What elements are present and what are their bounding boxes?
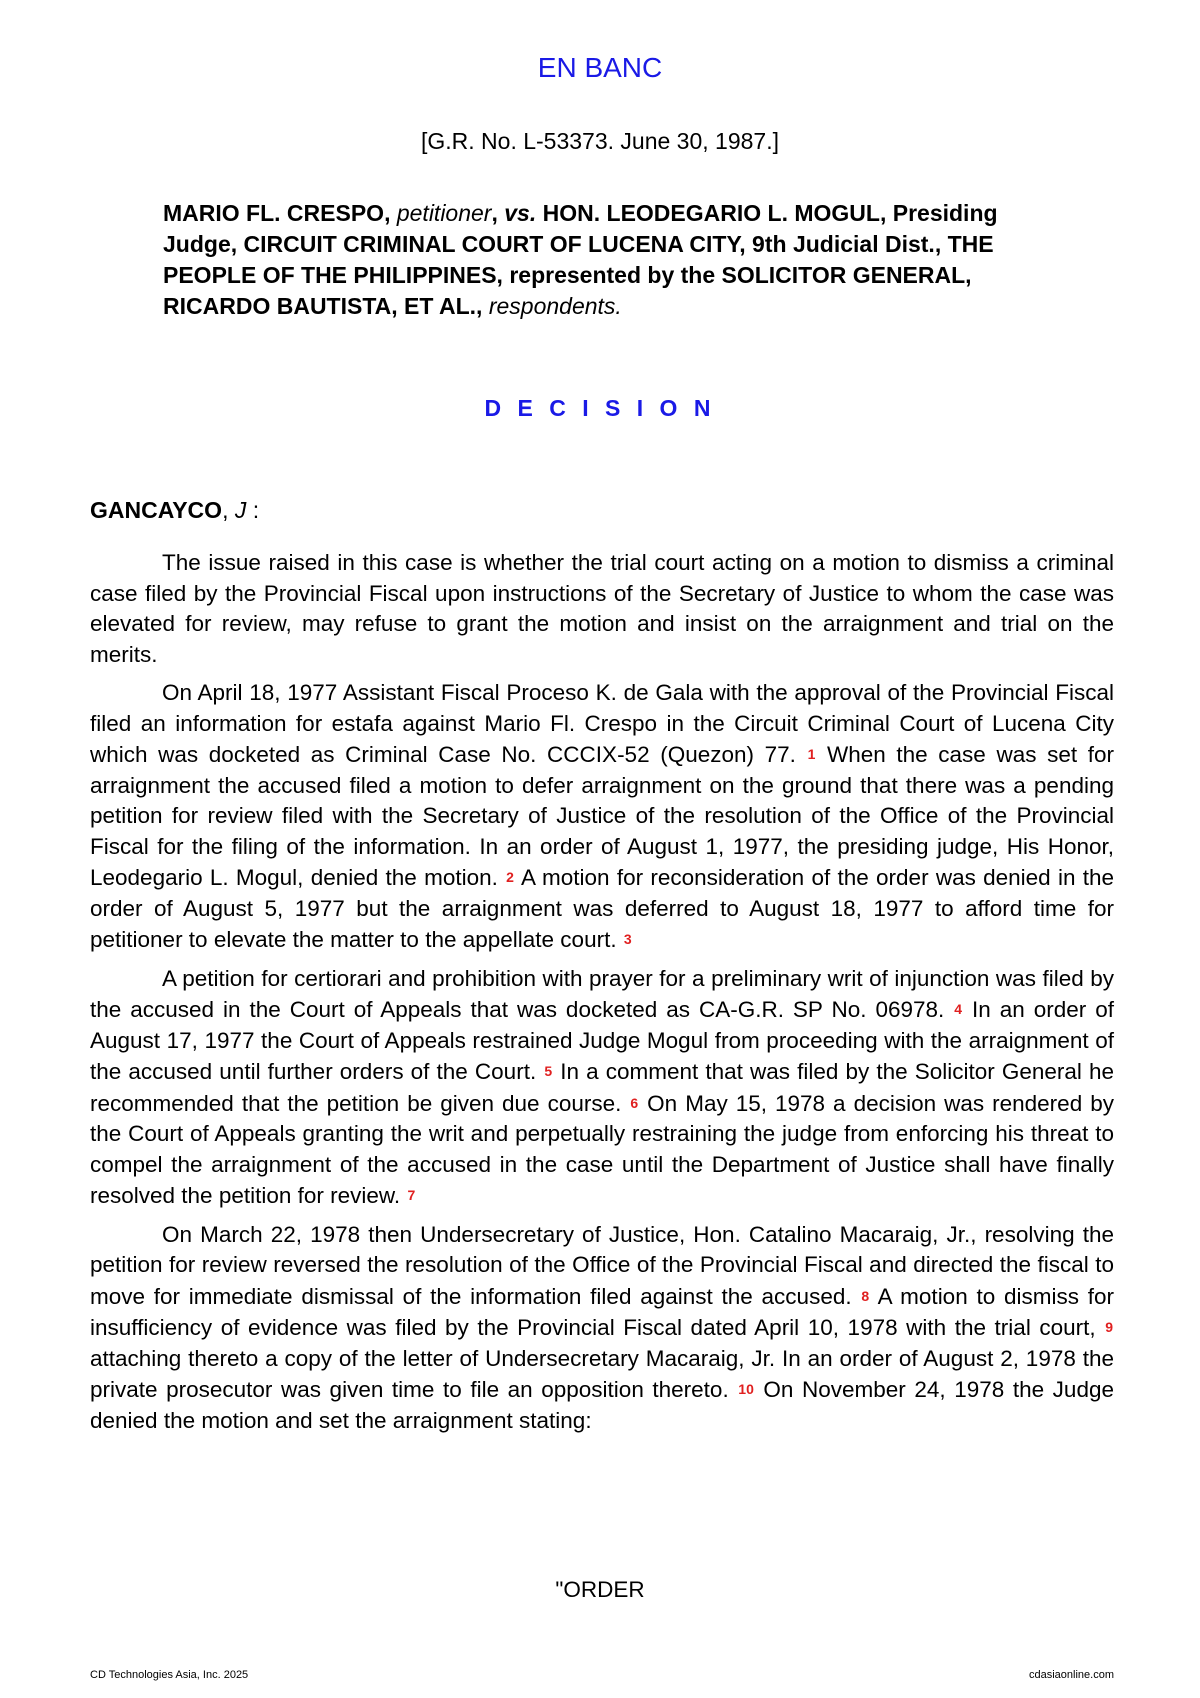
respondents-role: respondents (488, 293, 616, 319)
paragraph-1 (90, 548, 1114, 670)
versus: vs. (504, 200, 537, 226)
case-parties (163, 198, 1063, 322)
decision-body (90, 548, 1114, 1444)
paragraph-text: The issue raised in this case is whether the trial court acting on a motion to dismiss a criminal case filed by the Provincial Fiscal upon instructions of the Secretary of Justice to whom the case was elevated for review, may refuse to grant the motion and insist on the arraignment and trial on the merits. (90, 550, 1114, 667)
footnote-link-6[interactable]: 6 (630, 1094, 639, 1111)
ponente-colon: : (246, 497, 260, 523)
ponente-title: J (234, 497, 247, 523)
paragraph-text: On March 22, 1978 then Undersecretary of Justice, Hon. Catalino Macaraig, Jr., resolving the petition for review reversed the resolution of the Office of the Provincial Fiscal and directed the fiscal to move for immediate dismissal of the information filed against the accused. (90, 1221, 1114, 1309)
footnote-link-8[interactable]: 8 (861, 1287, 870, 1304)
paragraph-text: On November 24, 1978 the Judge denied the motion and set the arraignment stating: (90, 1377, 1114, 1433)
order-heading: "ORDER (555, 1577, 645, 1602)
paragraph-2 (90, 678, 1114, 956)
petitioner-role: petitioner (396, 200, 492, 226)
footer-copyright: CD Technologies Asia, Inc. 2025 (90, 1669, 249, 1681)
petitioner-name: MARIO FL. CRESPO (163, 200, 385, 226)
footer-website[interactable]: cdasiaonline.com (1029, 1669, 1114, 1681)
decision-title: D E C I S I O N (484, 395, 716, 421)
ponente (90, 497, 259, 524)
division-heading: EN BANC (537, 52, 663, 83)
footnote-link-7[interactable]: 7 (407, 1187, 416, 1203)
paragraph-3 (90, 964, 1114, 1212)
paragraph-text: On April 18, 1977 Assistant Fiscal Proceso K. de Gala with the approval of the Provincial Fiscal filed an information for estafa against Mario Fl. Crespo in the Circuit Criminal Court of Lucena City which was docketed as Criminal Case No. CCCIX-52 (Quezon) 77. (90, 680, 1114, 767)
paragraph-text: A motion for reconsideration of the order was denied in the order of August 5, 1977 but the arraignment was deferred to August 18, 1977 to afford time for petitioner to elevate the matter to the appellate court. (90, 865, 1115, 952)
paragraph-text: A petition for certiorari and prohibition with prayer for a preliminary writ of injunction was filed by the accused in the Court of Appeals that was docketed as CA-G.R. SP No. 06978. (90, 965, 1114, 1022)
paragraph-text: In an order of August 17, 1977 the Court of Appeals restrained Judge Mogul from proceeding with the arraignment of the accused until further orders of the Court. (90, 997, 1114, 1084)
case-number: [G.R. No. L-53373. June 30, 1987.] (420, 128, 779, 154)
footnote-link-5[interactable]: 5 (544, 1063, 553, 1079)
footnote-link-4[interactable]: 4 (954, 1001, 963, 1017)
footnote-link-9[interactable]: 9 (1105, 1319, 1113, 1335)
paragraph-text: attaching thereto a copy of the letter of Undersecretary Macaraig, Jr. In an order of August 2, 1978 the private prosecutor was given time to file an opposition thereto. (90, 1345, 1114, 1402)
ponente-name: GANCAYCO (90, 497, 223, 523)
footnote-link-1[interactable]: 1 (807, 746, 816, 762)
ponente-separator: , (222, 497, 235, 523)
footnote-link-2[interactable]: 2 (506, 869, 514, 885)
petitioner-separator: , (384, 200, 397, 226)
footnote-link-3[interactable]: 3 (623, 931, 632, 947)
paragraph-text: A motion to dismiss for insufficiency of evidence was filed by the Provincial Fiscal dated April 10, 1978 with the trial court, (90, 1283, 1114, 1340)
respondents-names: HON. LEODEGARIO L. MOGUL, Presiding Judge, CIRCUIT CRIMINAL COURT OF LUCENA CITY, 9th Judicial Dist., THE PEOPLE OF THE PHILIPPINES, represented by the SOLICITOR GENERAL, RICARDO BAUTISTA, ET AL. (163, 200, 998, 319)
parties-end: . (615, 293, 622, 319)
paragraph-text: When the case was set for arraignment the accused filed a motion to defer arraignment on the ground that there was a pending petition for review filed with the Secretary of Justice of the resolution of the Office of the Provincial Fiscal for the filing of the information. In an order of August 1, 1977, the presiding judge, His Honor, Leodegario L. Mogul, denied the motion. (90, 742, 1114, 890)
paragraph-text: In a comment that was filed by the Solicitor General he recommended that the petition be given due course. (90, 1059, 1114, 1116)
footnote-link-10[interactable]: 10 (738, 1381, 754, 1397)
paragraph-4 (90, 1220, 1114, 1437)
versus-separator: , (491, 200, 505, 226)
paragraph-text: On May 15, 1978 a decision was rendered by the Court of Appeals granting the writ and perpetually restraining the judge from enforcing his threat to compel the arraignment of the accused in the case until the Department of Justice shall have finally resolved the petition for review. (90, 1090, 1114, 1208)
respondents-separator: , (476, 293, 489, 319)
